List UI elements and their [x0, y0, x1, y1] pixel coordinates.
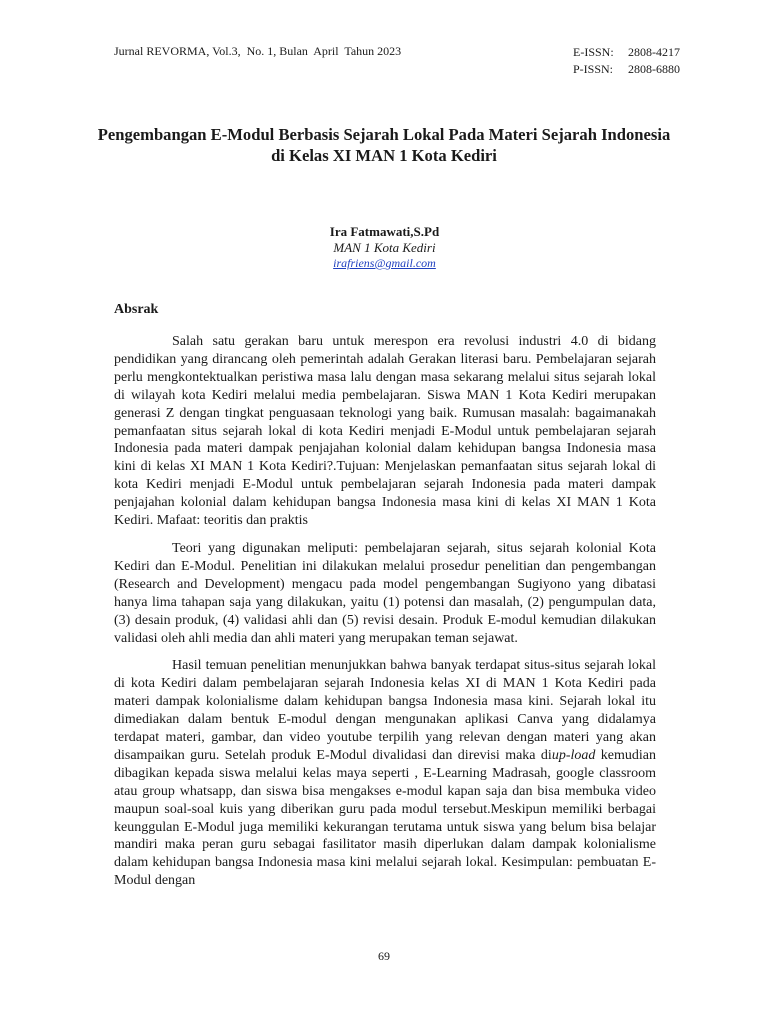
paragraph-3-text-after: kemudian dibagikan kepada siswa melalui kelas maya seperti , E-Learning Madrasah, google classroom atau group whatsapp, dan siswa bisa mengakses e-modul kapan saja dan bisa membuka video maupun soal-soal kuis yang diberikan guru pada modul tersebut.Meskipun memiliki berbagai keunggulan E-Modul juga memiliki kekurangan terutama untuk siswa yang belum bisa belajar mandiri maka peran guru sebagai fasilitator masih diperlukan dalam dampak kolonialisme dalam kehidupan bangsa Indonesia masa kini melalui sejarah lokal. Kesimpulan: pembuatan E-Modul dengan — [114, 747, 656, 889]
abstract-body — [114, 333, 656, 900]
abstract-paragraph-1: Salah satu gerakan baru untuk merespon era revolusi industri 4.0 di bidang pendidikan yang dirancang oleh pemerintah adalah Gerakan literasi baru. Pembelajaran sejarah perlu mengkontektualkan peristiwa masa lalu dengan masa sekarang melalui situs sejarah lokal di wilayah kota Kediri melalui media pembelajaran. Siswa MAN 1 Kota Kediri merupakan generasi Z dengan tingkat penguasaan teknologi yang baik. Rumusan masalah: bagaimanakah pemanfaatan situs sejarah lokal di kota Kediri menjadi E-Modul untuk pembelajaran sejarah Indonesia pada materi dampak penjajahan kolonial dalam kehidupan bangsa Indonesia masa kini di kelas XI MAN 1 Kota Kediri?.Tujuan: Menjelaskan pemanfaatan situs sejarah lokal di kota Kediri menjadi E-Modul untuk pembelajaran sejarah Indonesia pada materi dampak penjajahan kolonial dalam kehidupan bangsa Indonesia masa kini di kelas XI MAN 1 Kota Kediri. Mafaat: teoritis dan praktis — [114, 334, 656, 529]
eissn-row — [573, 44, 680, 61]
eissn-label: E-ISSN: — [573, 45, 614, 59]
pissn-row — [573, 61, 680, 78]
abstract-paragraph-2: Teori yang digunakan meliputi: pembelajaran sejarah, situs sejarah kolonial Kota Kediri dan E-Modul. Penelitian ini dilakukan melalui prosedur penelitian dan pengembangan (Research and Development) mengacu pada model pengembangan Sugiyono yang dibatasi hanya lima tahapan saja yang dilakukan, yaitu (1) potensi dan masalah, (2) pengumpulan data, (3) desain produk, (4) validasi ahli dan (5) revisi desain. Produk E-modul kemudian dilakukan validasi oleh ahli media dan ahli materi yang merupakan teman sejawat. — [114, 540, 656, 646]
page-number: 69 — [378, 949, 390, 963]
journal-header: Jurnal REVORMA, Vol.3, No. 1, Bulan April Tahun 2023 — [114, 44, 402, 58]
abstract-heading: Absrak — [114, 302, 159, 317]
paper-title: Pengembangan E-Modul Berbasis Sejarah Lokal Pada Materi Sejarah Indonesia di Kelas XI MAN 1 Kota Kediri — [97, 125, 671, 165]
paragraph-3-text-before: Hasil temuan penelitian menunjukkan bahwa banyak terdapat situs-situs sejarah lokal di kota Kediri dalam pembelajaran sejarah Indonesia kelas XI di MAN 1 Kota Kediri pada materi dampak kolonialisme dalam kehidupan bangsa Indonesia masa kini. Sejarah lokal itu dimediakan dalam bentuk E-modul dengan mengunakan aplikasi Canva yang didalamya terdapat materi, gambar, dan video youtube terpilih yang relevan dengan materi yang akan disampaikan guru. Setelah produk E-Modul divalidasi dan direvisi maka di — [114, 658, 656, 763]
author-block — [114, 224, 655, 272]
issn-block — [573, 44, 680, 78]
eissn-value: 2808-4217 — [628, 45, 680, 59]
author-affiliation: MAN 1 Kota Kediri — [333, 239, 436, 255]
author-name: Ira Fatmawati,S.Pd — [329, 224, 440, 239]
pissn-label: P-ISSN: — [573, 62, 614, 76]
abstract-paragraph-3 — [114, 657, 656, 890]
pissn-value: 2808-6880 — [628, 62, 680, 76]
paragraph-3-italic-term: up-load — [551, 747, 596, 763]
author-email-link[interactable]: irafriens@gmail.com — [333, 256, 436, 270]
